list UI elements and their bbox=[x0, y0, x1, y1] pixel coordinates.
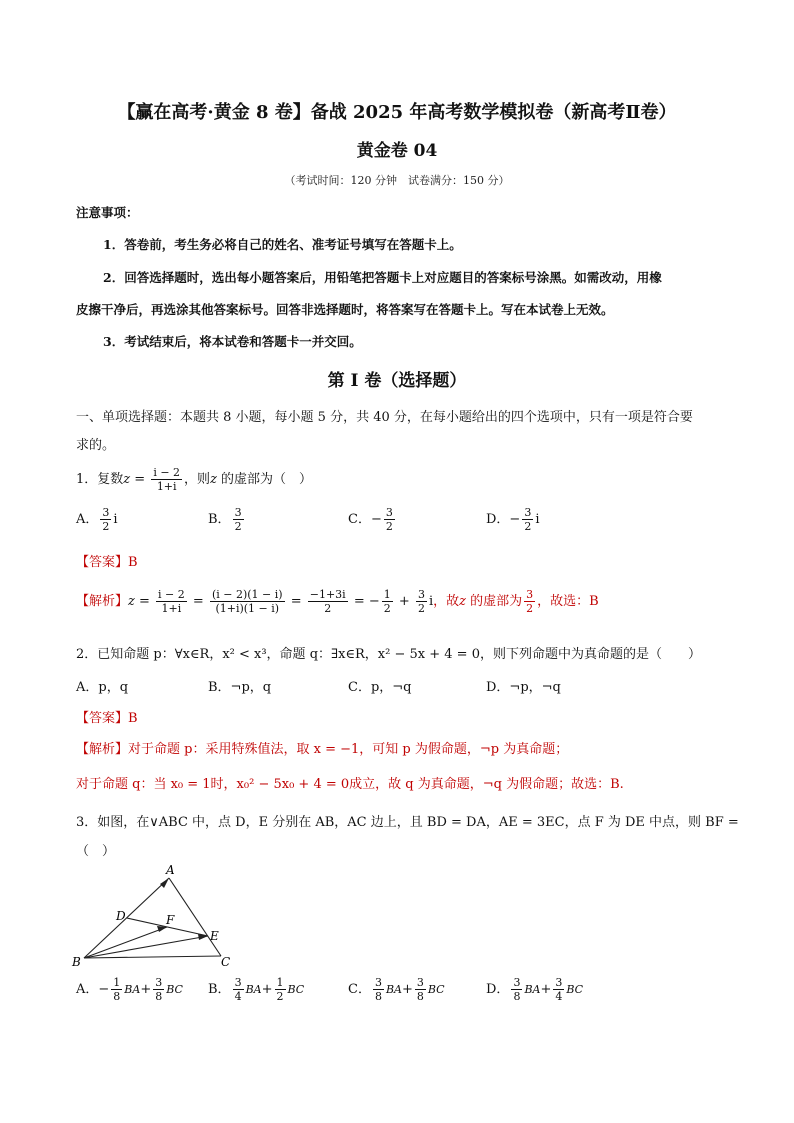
segment-ac bbox=[169, 878, 221, 956]
q2-analysis-1: 【解析】对于命题 p：采用特殊值法，取 x = −1，可知 p 为假命题，¬p 为真命题； bbox=[76, 742, 569, 757]
q1-option-a[interactable]: A． $\frac{3}{2}$ i bbox=[76, 506, 118, 533]
label-e: E bbox=[210, 929, 219, 943]
q3-stem: 3．如图，在∨ABC 中，点 D，E 分别在 AB，AC 边上，且 BD = DA，AE = 3EC，点 F 为 DE 中点，则 BF = bbox=[76, 815, 739, 830]
label-b: B bbox=[72, 955, 81, 969]
q2-answer: 【答案】B bbox=[76, 711, 138, 726]
q3-stem-cont: （ ） bbox=[76, 844, 116, 859]
q1-analysis: 【解析】z = $\frac{i - 2}{1+i}$ = $\frac{(i - 2)(1 - i)}{(1+i)(1 - i)}$ = $\frac{-1+3i}{2}$ = − $\frac{1}{2}$ + $\frac{3}{2}$ i，故z 的虚部为 $\frac{3}{2}$ ，故选：B bbox=[76, 588, 599, 615]
notice-item-2: 2．回答选择题时，选出每小题答案后，用铅笔把答题卡上对应题目的答案标号涂黑。如需改动，用橡 bbox=[103, 270, 662, 285]
segment-be bbox=[84, 936, 208, 958]
q3-option-b[interactable]: B． $\frac{3}{4}$ BA+ $\frac{1}{2}$ BC bbox=[208, 976, 305, 1003]
label-d: D bbox=[116, 909, 126, 923]
section-intro-line2: 求的。 bbox=[76, 438, 116, 453]
q1-answer: 【答案】B bbox=[76, 555, 138, 570]
label-c: C bbox=[221, 955, 231, 969]
section-intro-line1: 一、单项选择题：本题共 8 小题，每小题 5 分，共 40 分，在每小题给出的四个选项中，只有一项是符合要 bbox=[76, 410, 693, 425]
q3-option-d[interactable]: D． $\frac{3}{8}$ BA+ $\frac{3}{4}$ BC bbox=[486, 976, 584, 1003]
notice-item-1: 1．答卷前，考生务必将自己的姓名、准考证号填写在答题卡上。 bbox=[103, 237, 462, 252]
label-a: A bbox=[166, 863, 175, 877]
q1-option-c[interactable]: C．− $\frac{3}{2}$ bbox=[348, 506, 393, 533]
q2-option-d[interactable]: D．¬p，¬q bbox=[486, 680, 561, 695]
q3-triangle-figure bbox=[66, 862, 246, 972]
segment-bc bbox=[84, 956, 221, 958]
exam-info: （考试时间：120 分钟 试卷满分：150 分） bbox=[284, 174, 510, 187]
segment-ba bbox=[84, 878, 169, 958]
notice-item-3: 3．考试结束后，将本试卷和答题卡一并交回。 bbox=[103, 334, 362, 349]
arrow-head-a bbox=[160, 878, 169, 888]
page-title: 【赢在高考·黄金 8 卷】备战 2025 年高考数学模拟卷（新高考Ⅱ卷） bbox=[117, 102, 677, 123]
segment-bf bbox=[84, 927, 167, 958]
page-subtitle: 黄金卷 04 bbox=[356, 141, 438, 161]
notice-heading: 注意事项： bbox=[76, 205, 139, 220]
q3-option-c[interactable]: C． $\frac{3}{8}$ BA+ $\frac{3}{8}$ BC bbox=[348, 976, 445, 1003]
q2-stem: 2．已知命题 p：∀x∈R，x² < x³，命题 q：∃x∈R，x² − 5x + 4 = 0，则下列命题中为真命题的是（ ） bbox=[76, 647, 701, 662]
q2-option-a[interactable]: A．p，q bbox=[76, 680, 129, 695]
q2-option-b[interactable]: B．¬p，q bbox=[208, 680, 272, 695]
section-title: 第 I 卷（选择题） bbox=[327, 371, 467, 391]
q2-analysis-2: 对于命题 q：当 x₀ = 1时，x₀² − 5x₀ + 4 = 0成立，故 q 为真命题，¬q 为假命题；故选：B. bbox=[76, 777, 624, 792]
label-f: F bbox=[166, 913, 175, 927]
q2-option-c[interactable]: C．p，¬q bbox=[348, 680, 412, 695]
q1-option-d[interactable]: D．− $\frac{3}{2}$ i bbox=[486, 506, 540, 533]
q1-option-b[interactable]: B． $\frac{3}{2}$ bbox=[208, 506, 242, 533]
notice-item-2-cont: 皮擦干净后，再选涂其他答案标号。回答非选择题时，将答案写在答题卡上。写在本试卷上无效。 bbox=[76, 302, 614, 317]
q3-option-a[interactable]: A．− $\frac{1}{8}$ BA+ $\frac{3}{8}$ BC bbox=[76, 976, 183, 1003]
q1-stem: 1．复数z = $\frac{i - 2}{1+i}$ ，则z 的虚部为（ ） bbox=[76, 466, 313, 493]
